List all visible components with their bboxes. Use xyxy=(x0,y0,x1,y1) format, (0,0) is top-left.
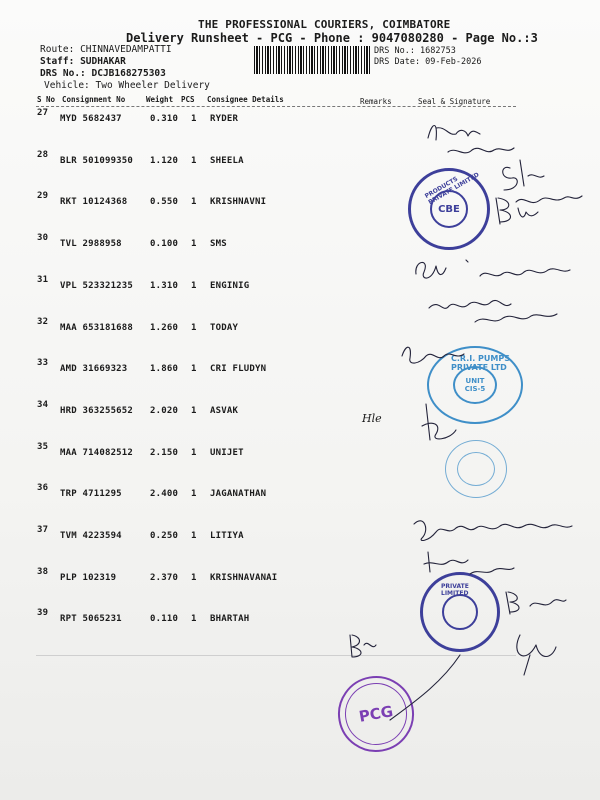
signature-row-32 xyxy=(425,290,575,330)
row-sno: 28 xyxy=(37,150,49,160)
row-consignment-no: AMD 31669323 xyxy=(60,364,128,374)
cri-seal-unit: UNIT xyxy=(465,377,485,385)
signature-seal38 xyxy=(500,588,570,618)
drs-value: DCJB168275303 xyxy=(91,68,166,79)
signature-row-29 xyxy=(490,190,550,230)
row-pcs: 1 xyxy=(191,197,197,207)
row-weight: 2.370 xyxy=(150,573,179,583)
row-pcs: 1 xyxy=(191,448,197,458)
row-sno: 27 xyxy=(37,108,49,118)
row-consignee: SHEELA xyxy=(210,156,244,166)
col-consignee: Consignee Details xyxy=(207,95,284,104)
row-pcs: 1 xyxy=(191,364,197,374)
row-consignee: TODAY xyxy=(210,323,239,333)
row-consignee: RYDER xyxy=(210,114,239,124)
row-sno: 32 xyxy=(37,317,49,327)
row-weight: 0.250 xyxy=(150,531,179,541)
row-consignment-no: RPT 5065231 xyxy=(60,614,122,624)
drs-number-right: DRS No.: 1682753 xyxy=(374,46,456,56)
row-pcs: 1 xyxy=(191,489,197,499)
drs-label: DRS No.: xyxy=(40,68,86,79)
row-consignment-no: RKT 10124368 xyxy=(60,197,128,207)
col-consignment: Consignment No xyxy=(62,95,126,104)
cri-seal-inner-text: CIS-5 xyxy=(464,385,486,393)
row-pcs: 1 xyxy=(191,156,197,166)
row-consignment-no: TVL 2988958 xyxy=(60,239,122,249)
row-pcs: 1 xyxy=(191,239,197,249)
row-sno: 29 xyxy=(37,191,49,201)
row-consignee: UNIJET xyxy=(210,448,244,458)
row-sno: 33 xyxy=(37,358,49,368)
staff-value: SUDHAKAR xyxy=(80,56,126,67)
signature-row-39 xyxy=(340,625,590,725)
col-sno: S No xyxy=(37,95,56,104)
row-sno: 38 xyxy=(37,567,49,577)
row-sno: 39 xyxy=(37,608,49,618)
row-sno: 34 xyxy=(37,400,49,410)
row-sno: 30 xyxy=(37,233,49,243)
row-consignment-no: HRD 363255652 xyxy=(60,406,134,416)
signature-row-31 xyxy=(410,252,580,292)
row-weight: 1.260 xyxy=(150,323,179,333)
row-consignee: SMS xyxy=(210,239,227,249)
row-weight: 1.310 xyxy=(150,281,179,291)
drs-line xyxy=(40,68,166,79)
staff-label: Staff: xyxy=(40,56,75,67)
row-weight: 0.550 xyxy=(150,197,179,207)
signature-row-38 xyxy=(420,546,520,580)
row-pcs: 1 xyxy=(191,406,197,416)
row-consignee: BHARTAH xyxy=(210,614,250,624)
col-pcs: PCS xyxy=(181,95,195,104)
company-title: THE PROFESSIONAL COURIERS, COIMBATORE xyxy=(198,18,451,31)
row-sno: 37 xyxy=(37,525,49,535)
row-weight: 1.860 xyxy=(150,364,179,374)
pcg-stamp-label: PCG xyxy=(357,702,395,726)
row-consignee: LITIYA xyxy=(210,531,244,541)
cbe-company-seal xyxy=(408,168,490,250)
row-pcs: 1 xyxy=(191,323,197,333)
row-consignment-no: BLR 501099350 xyxy=(60,156,134,166)
row-sno: 35 xyxy=(37,442,49,452)
row-consignee: JAGANATHAN xyxy=(210,489,267,499)
vehicle-line xyxy=(44,80,210,91)
row-weight: 2.400 xyxy=(150,489,179,499)
signature-row-33 xyxy=(396,340,476,370)
row-consignee: KRISHNAVANAI xyxy=(210,573,278,583)
remarks-note: Hle xyxy=(362,412,382,425)
barcode xyxy=(254,46,372,74)
row-consignee: KRISHNAVNI xyxy=(210,197,267,207)
col-remarks: Remarks xyxy=(360,97,392,106)
row-pcs: 1 xyxy=(191,114,197,124)
row-weight: 0.310 xyxy=(150,114,179,124)
row-pcs: 1 xyxy=(191,614,197,624)
route-value: CHINNAVEDAMPATTI xyxy=(80,44,172,55)
faint-seal-center xyxy=(457,452,495,486)
signature-row-34 xyxy=(416,400,466,450)
row-consignee: ASVAK xyxy=(210,406,239,416)
row-pcs: 1 xyxy=(191,531,197,541)
row-consignment-no: VPL 523321235 xyxy=(60,281,134,291)
signature-row-37 xyxy=(408,510,578,550)
route-label: Route: xyxy=(40,44,75,55)
row-consignment-no: TRP 4711295 xyxy=(60,489,122,499)
vehicle-value: Two Wheeler Delivery xyxy=(95,80,210,91)
row-consignment-no: PLP 102319 xyxy=(60,573,117,583)
runsheet-line: Delivery Runsheet - PCG - Phone : 9047080280 - Page No.:3 xyxy=(126,31,538,45)
seal38-ring-text: PRIVATE LIMITED xyxy=(441,583,469,597)
row-weight: 0.110 xyxy=(150,614,179,624)
col-seal: Seal & Signature xyxy=(418,97,491,106)
col-weight: Weight xyxy=(146,95,174,104)
header-rule xyxy=(36,106,516,107)
row-consignment-no: MAA 653181688 xyxy=(60,323,134,333)
row-consignment-no: TVM 4223594 xyxy=(60,531,122,541)
row-weight: 0.100 xyxy=(150,239,179,249)
row-pcs: 1 xyxy=(191,281,197,291)
drs-date-right: DRS Date: 09-Feb-2026 xyxy=(374,57,482,67)
cbe-seal-ring-text: PRODUCTS PRIVATE LIMITED xyxy=(423,171,481,207)
vehicle-label: Vehicle: xyxy=(44,80,90,91)
cbe-seal-label: CBE xyxy=(438,203,460,215)
row-consignee: ENGINIG xyxy=(210,281,250,291)
row-pcs: 1 xyxy=(191,573,197,583)
row-consignment-no: MAA 714082512 xyxy=(60,448,134,458)
staff-line xyxy=(40,56,126,67)
row-consignee: CRI FLUDYN xyxy=(210,364,267,374)
row-weight: 2.020 xyxy=(150,406,179,416)
row-sno: 36 xyxy=(37,483,49,493)
row-consignment-no: MYD 5682437 xyxy=(60,114,122,124)
row-weight: 1.120 xyxy=(150,156,179,166)
cri-seal-ring-text: C.R.I. PUMPS PRIVATE LTD xyxy=(451,354,511,372)
row-sno: 31 xyxy=(37,275,49,285)
route-line xyxy=(40,44,172,55)
row-weight: 2.150 xyxy=(150,448,179,458)
